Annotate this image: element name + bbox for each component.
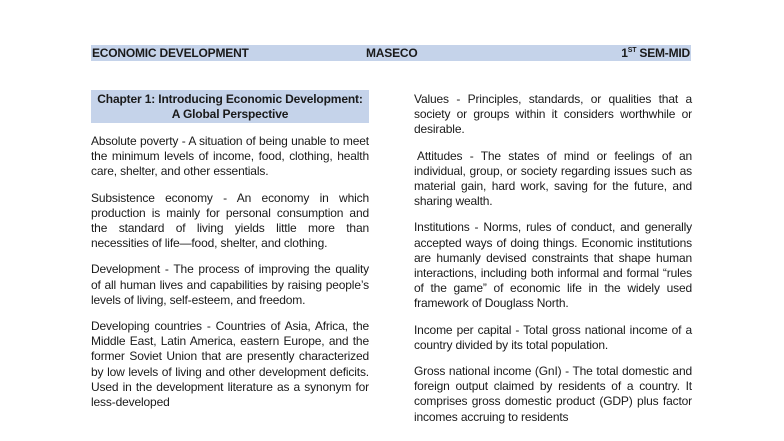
definition-institutions: Institutions - Norms, rules of conduct, and generally accepted ways of doing things. Economic institutions are humanly devised constraints that shape human interactions, including both informal and formal “rules of the game” of economic life in the widely used framework of Douglass North. [414, 220, 692, 311]
header-author: MASECO [366, 46, 418, 60]
definition-development: Development - The process of improving the quality of all human lives and capabilities by raising people’s levels of living, self-esteem, and freedom. [91, 262, 369, 307]
chapter-title: Chapter 1: Introducing Economic Development: A Global Perspective [91, 90, 369, 123]
page-header [91, 45, 691, 61]
header-semester [621, 45, 690, 61]
definition-absolute-poverty: Absolute poverty - A situation of being unable to meet the minimum levels of income, food, clothing, health care, shelter, and other essentials. [91, 134, 369, 179]
definition-income-per-capita: Income per capital - Total gross national income of a country divided by its total population. [414, 322, 692, 352]
left-column [91, 90, 369, 421]
definition-attitudes: Attitudes - The states of mind or feelings of an individual, group, or society regarding issues such as material gain, hard work, saving for the future, and sharing wealth. [414, 148, 692, 209]
header-semester-ordinal: ST [627, 47, 637, 54]
header-course-title: ECONOMIC DEVELOPMENT [92, 46, 249, 60]
header-semester-number: 1 [621, 46, 628, 60]
right-column [414, 92, 692, 436]
definition-developing-countries: Developing countries - Countries of Asia, Africa, the Middle East, Latin America, eastern Europe, and the former Soviet Union that are presently characterized by low levels of living and other development deficits. Used in the development literature as a synonym for less-developed [91, 319, 369, 410]
definition-gross-national-income: Gross national income (GnI) - The total domestic and foreign output claimed by residents of a country. It comprises gross domestic product (GDP) plus factor incomes accruing to residents [414, 364, 692, 424]
header-semester-label: SEM-MID [636, 46, 690, 60]
definition-values: Values - Principles, standards, or qualities that a society or groups within it considers worthwhile or desirable. [414, 92, 692, 137]
definition-subsistence-economy: Subsistence economy - An economy in which production is mainly for personal consumption and the standard of living yields little more than necessities of life—food, shelter, and clothing. [91, 190, 369, 251]
